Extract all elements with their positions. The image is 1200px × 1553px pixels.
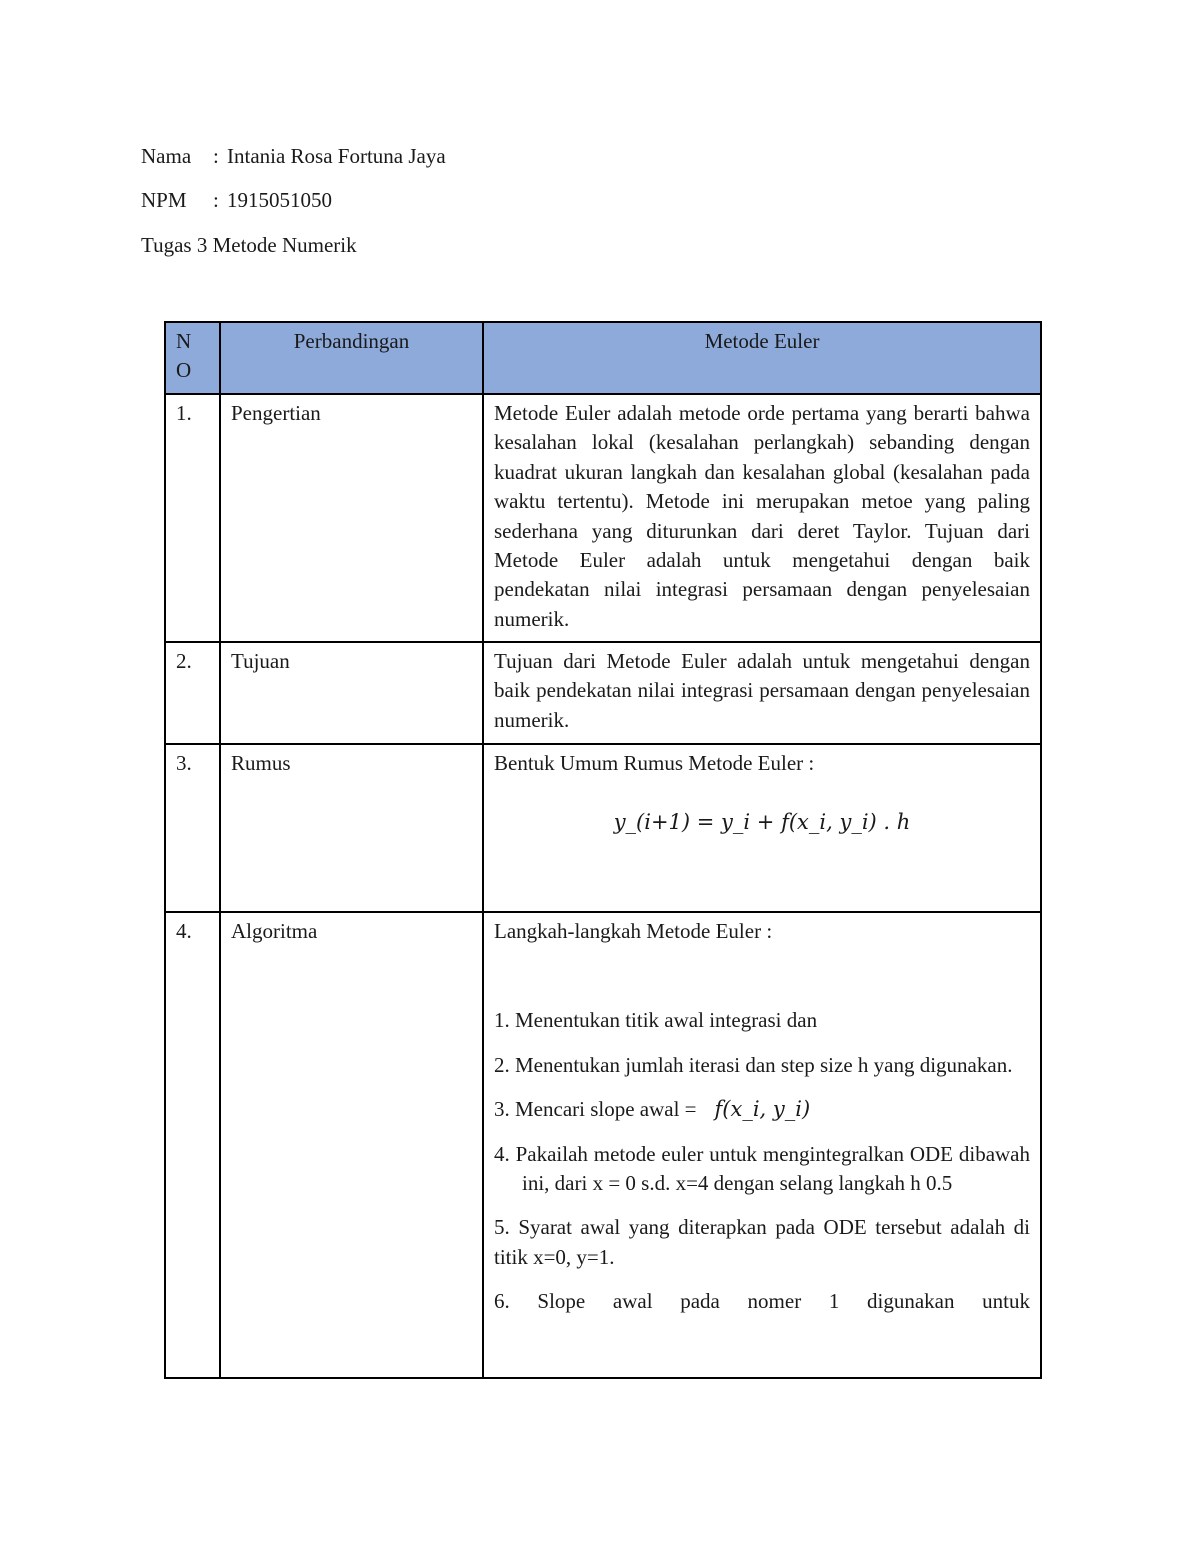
table-row	[165, 912, 1041, 1378]
npm-label: NPM	[141, 188, 187, 212]
npm-value: 1915051050	[227, 188, 332, 212]
algorithm-step-text: 3. Mencari slope awal =	[494, 1097, 697, 1122]
header-metode-euler: Metode Euler	[483, 322, 1041, 394]
algorithm-intro: Langkah-langkah Metode Euler :	[494, 919, 773, 943]
row-number: 1.	[165, 394, 220, 642]
row-label: Tujuan	[220, 642, 483, 744]
nama-line	[141, 141, 446, 171]
euler-formula: y_(i+1) = y_i + f(x_i, y_i) . h	[613, 810, 911, 835]
row-label: Rumus	[220, 744, 483, 912]
algorithm-step: 2. Menentukan jumlah iterasi dan step size h yang digunakan.	[494, 1052, 1013, 1077]
npm-colon: :	[213, 188, 219, 212]
nama-value: Intania Rosa Fortuna Jaya	[227, 144, 446, 168]
comparison-table	[164, 321, 1042, 1379]
row-number: 2.	[165, 642, 220, 744]
slope-formula: f(x_i, y_i)	[714, 1097, 811, 1122]
table-row	[165, 744, 1041, 912]
row-content: Tujuan dari Metode Euler adalah untuk mengetahui dengan baik pendekatan nilai integrasi persamaan dengan penyelesaian numerik.	[483, 642, 1041, 744]
document-title: Tugas 3 Metode Numerik	[141, 233, 357, 257]
row-label: Pengertian	[220, 394, 483, 642]
row-number: 4.	[165, 912, 220, 1378]
row-content: Metode Euler adalah metode orde pertama yang berarti bahwa kesalahan lokal (kesalahan perlangkah) sebanding dengan kuadrat ukuran langkah dan kesalahan global (kesalahan pada waktu tertentu). Metode ini merupakan metoe yang paling sederhana yang diturunkan dari deret Taylor. Tujuan dari Metode Euler adalah untuk mengetahui dengan baik pendekatan nilai integrasi persamaan dengan penyelesaian numerik.	[483, 394, 1041, 642]
nama-label: Nama	[141, 144, 192, 168]
header-perbandingan: Perbandingan	[220, 322, 483, 394]
row-content	[483, 912, 1041, 1378]
row-number: 3.	[165, 744, 220, 912]
nama-colon: :	[213, 144, 219, 168]
algorithm-step	[494, 1095, 1030, 1124]
row-label: Algoritma	[220, 912, 483, 1378]
table-row	[165, 642, 1041, 744]
header-no: N O	[165, 322, 220, 394]
table-header-row	[165, 322, 1041, 394]
table-row	[165, 394, 1041, 642]
formula-intro: Bentuk Umum Rumus Metode Euler :	[494, 751, 815, 775]
row-content	[483, 744, 1041, 912]
algorithm-step: 5. Syarat awal yang diterapkan pada ODE tersebut adalah di titik x=0, y=1.	[494, 1215, 1030, 1269]
algorithm-step: 1. Menentukan titik awal integrasi dan	[494, 1008, 818, 1033]
algorithm-step: 4. Pakailah metode euler untuk mengintegralkan ODE dibawah ini, dari x = 0 s.d. x=4 dengan selang langkah h 0.5	[494, 1141, 1030, 1196]
npm-line	[141, 185, 332, 215]
algorithm-step: 6. Slope awal pada nomer 1 digunakan untuk	[494, 1289, 1030, 1314]
